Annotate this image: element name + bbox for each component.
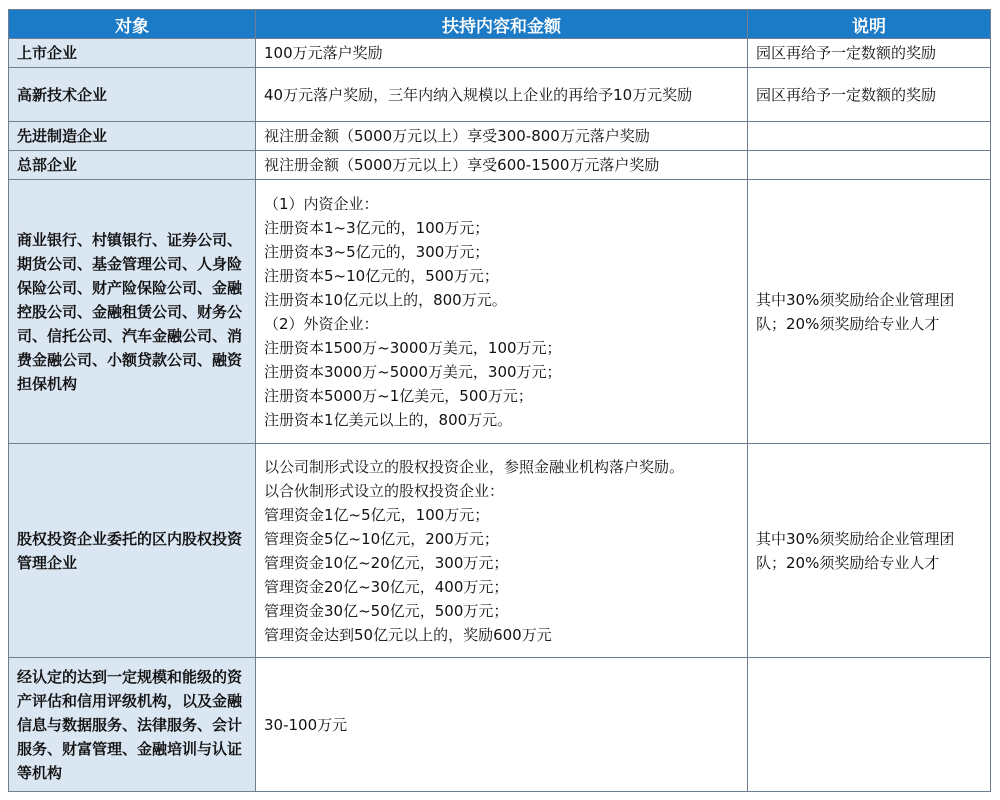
row-content <box>256 658 748 792</box>
content-line: 注册资本1亿美元以上的，800万元。 <box>264 410 513 429</box>
row-object: 经认定的达到一定规模和能级的资产评估和信用评级机构，以及金融信息与数据服务、法律服务、会计服务、财富管理、金融培训与认证等机构 <box>9 658 256 792</box>
row-content <box>256 39 748 68</box>
row-note <box>748 658 991 792</box>
row-note <box>748 151 991 180</box>
table-row <box>9 39 991 68</box>
content-line: 管理资金1亿~5亿元，100万元； <box>264 505 490 524</box>
table-row <box>9 151 991 180</box>
row-object: 总部企业 <box>9 151 256 180</box>
row-content <box>256 68 748 122</box>
row-note: 其中30%须奖励给企业管理团队；20%须奖励给专业人才 <box>748 444 991 658</box>
content-line: 注册资本3000万~5000万美元，300万元； <box>264 362 562 381</box>
content-line: 以合伙制形式设立的股权投资企业： <box>264 481 505 500</box>
row-object: 先进制造企业 <box>9 122 256 151</box>
row-content <box>256 444 748 658</box>
row-note: 园区再给予一定数额的奖励 <box>748 39 991 68</box>
content-line: 注册资本5000万~1亿美元，500万元； <box>264 386 533 405</box>
content-line: （2）外资企业： <box>264 314 379 333</box>
content-line: 视注册金额（5000万元以上）享受600-1500万元落户奖励 <box>264 156 660 174</box>
policy-table <box>8 9 991 792</box>
row-content <box>256 180 748 444</box>
content-line: 管理资金5亿~10亿元，200万元； <box>264 529 499 548</box>
row-content <box>256 151 748 180</box>
content-line: 40万元落户奖励，三年内纳入规模以上企业的再给予10万元奖励 <box>264 85 693 104</box>
row-object: 高新技术企业 <box>9 68 256 122</box>
table-row <box>9 658 991 792</box>
row-content <box>256 122 748 151</box>
content-line: 注册资本10亿元以上的，800万元。 <box>264 290 507 309</box>
table-row <box>9 180 991 444</box>
content-line: 100万元落户奖励 <box>264 44 383 62</box>
header-content: 扶持内容和金额 <box>256 10 748 39</box>
header-note: 说明 <box>748 10 991 39</box>
content-line: 注册资本1~3亿元的，100万元； <box>264 218 490 237</box>
content-line: 管理资金20亿~30亿元，400万元； <box>264 577 509 596</box>
row-object: 商业银行、村镇银行、证券公司、期货公司、基金管理公司、人身险保险公司、财产险保险公司、金融控股公司、金融租赁公司、财务公司、信托公司、汽车金融公司、消费金融公司、小额贷款公司、融资担保机构 <box>9 180 256 444</box>
content-line: 视注册金额（5000万元以上）享受300-800万元落户奖励 <box>264 127 650 145</box>
content-line: 30-100万元 <box>264 715 348 734</box>
content-line: 管理资金达到50亿元以上的，奖励600万元 <box>264 625 552 644</box>
content-line: （1）内资企业： <box>264 194 379 213</box>
content-line: 注册资本3~5亿元的，300万元； <box>264 242 490 261</box>
row-object: 股权投资企业委托的区内股权投资管理企业 <box>9 444 256 658</box>
row-note: 园区再给予一定数额的奖励 <box>748 68 991 122</box>
row-object: 上市企业 <box>9 39 256 68</box>
table-row <box>9 68 991 122</box>
content-line: 管理资金10亿~20亿元，300万元； <box>264 553 509 572</box>
content-line: 注册资本1500万~3000万美元，100万元； <box>264 338 562 357</box>
content-line: 注册资本5~10亿元的，500万元； <box>264 266 499 285</box>
content-line: 管理资金30亿~50亿元，500万元； <box>264 601 509 620</box>
row-note: 其中30%须奖励给企业管理团队；20%须奖励给专业人才 <box>748 180 991 444</box>
content-line: 以公司制形式设立的股权投资企业，参照金融业机构落户奖励。 <box>264 457 685 476</box>
table-row <box>9 444 991 658</box>
table-row <box>9 122 991 151</box>
row-note <box>748 122 991 151</box>
table-header-row <box>9 10 991 39</box>
header-object: 对象 <box>9 10 256 39</box>
